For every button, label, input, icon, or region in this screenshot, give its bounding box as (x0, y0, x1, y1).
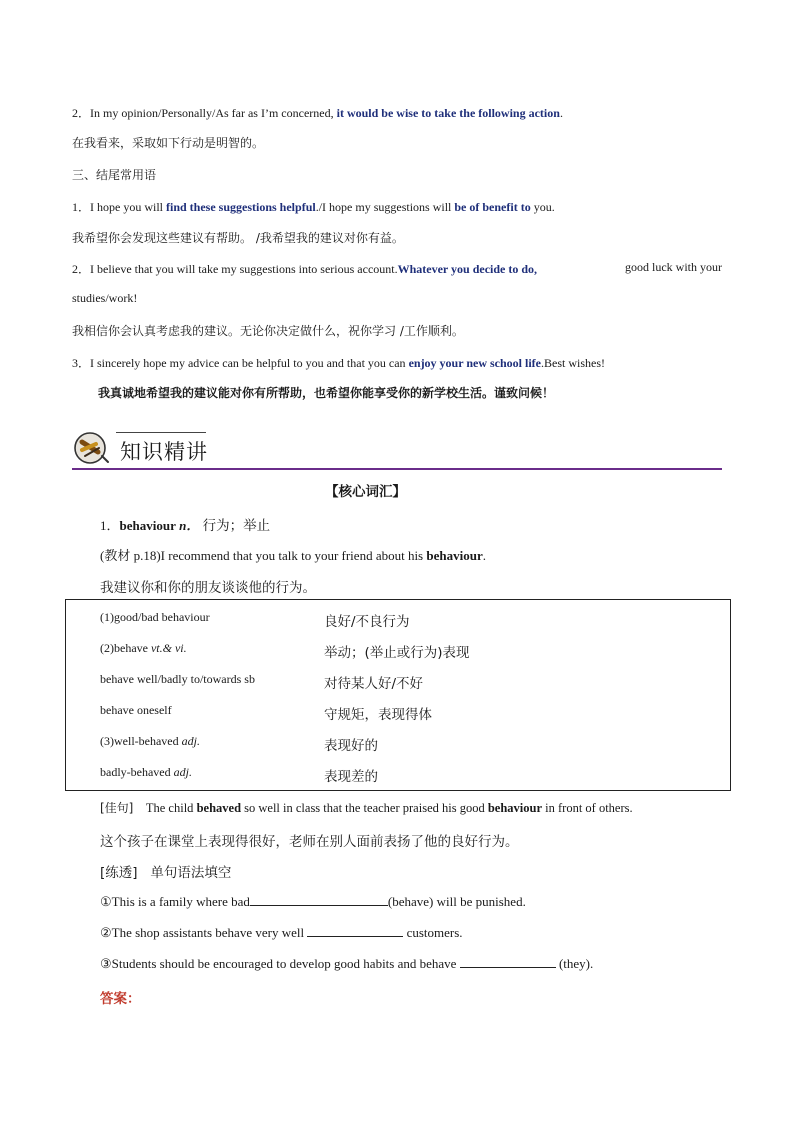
word-headword: behaviour (119, 518, 176, 533)
row-cn: 对待某人好/不好 (324, 676, 424, 692)
word-entry (100, 514, 270, 534)
ending-item-1 (72, 198, 555, 215)
practice-q2 (100, 924, 463, 941)
q1-text: ①This is a family where bad (100, 894, 250, 909)
item-2-highlight: it would be wise to take the following action (336, 106, 560, 120)
table-row (100, 703, 720, 723)
row-en (100, 765, 192, 780)
ending-item-3 (72, 354, 605, 371)
ending-item-2 (72, 260, 722, 277)
source-text: (教材 p.18)I recommend that you talk to your friend about his (100, 548, 427, 563)
row-cn: 表现差的 (324, 769, 378, 785)
ending-2-suffix: good luck with your (625, 260, 722, 274)
q1-suffix: (behave) will be punished. (387, 894, 526, 909)
answer-label: 答案： (100, 991, 141, 1007)
practice-q3 (100, 955, 593, 972)
row-cn: 举动；(举止或行为)表现 (324, 645, 470, 661)
row-cn: 表现好的 (324, 738, 378, 754)
word-number: 1． (100, 518, 120, 533)
ending-heading: 三、结尾常用语 (72, 168, 157, 182)
q2-text: ②The shop assistants behave very well (100, 925, 305, 940)
source-translation: 我建议你和你的朋友谈谈他的行为。 (100, 580, 316, 596)
row-cn: 守规矩，表现得体 (324, 707, 432, 723)
row-en-text: (3)well-behaved (100, 734, 182, 748)
row-en-italic: adj. (173, 765, 192, 779)
ending-3-translation: 我真诚地希望我的建议能对你有所帮助，也希望你能享受你的新学校生活。谨致问候！ (98, 386, 555, 400)
row-en: behave well/badly to/towards sb (100, 672, 255, 686)
word-meaning: 行为；举止 (202, 518, 271, 534)
practice-q1 (100, 893, 526, 910)
ending-3-text: 3．I sincerely hope my advice can be helpful to you and that you can (72, 356, 406, 370)
table-row (100, 672, 720, 692)
ending-1-text: 1．I hope you will (72, 200, 163, 214)
source-suffix: . (482, 548, 486, 563)
q2-suffix: customers. (406, 925, 463, 940)
core-heading: 【核心词汇】 (325, 484, 406, 500)
table-row (100, 610, 720, 630)
book-head-icon (72, 430, 112, 466)
ending-2-line2: studies/work! (72, 291, 138, 305)
section-title: 知识精讲 (120, 440, 208, 464)
example-translation: 这个孩子在课堂上表现得很好，老师在别人面前表扬了他的良好行为。 (100, 834, 519, 850)
row-cn: 良好/不良行为 (324, 614, 410, 630)
ending-2-translation: 我相信你会认真考虑我的建议。无论你决定做什么，祝你学习 /工作顺利。 (72, 324, 464, 338)
intro-item-2 (72, 104, 563, 121)
example-bold-1: behaved (196, 801, 242, 815)
source-bold-word: behaviour (426, 548, 483, 563)
table-row (100, 734, 720, 754)
ending-1-translation: 我希望你会发现这些建议有帮助。 /我希望我的建议对你有益。 (72, 231, 404, 245)
item-2-text: 2．In my opinion/Personally/As far as I’m concerned, (72, 106, 334, 120)
practice-tag: [练透] (100, 865, 138, 881)
word-pos: n． (179, 518, 200, 533)
row-en-text: badly-behaved (100, 765, 174, 779)
q3-text: ③Students should be encouraged to develop good habits and behave (100, 956, 457, 971)
ending-1-suffix: you. (533, 200, 555, 214)
section-rule (72, 468, 722, 470)
q3-blank[interactable] (460, 955, 556, 968)
example-bold-2: behaviour (487, 801, 543, 815)
item-2-translation: 在我看来，采取如下行动是明智的。 (72, 136, 265, 150)
example-tag: [佳句] (100, 801, 134, 815)
q1-blank[interactable] (250, 893, 388, 906)
source-sentence (100, 545, 486, 564)
q2-blank[interactable] (307, 924, 403, 937)
table-row (100, 765, 720, 785)
ending-2-highlight: Whatever you decide to do, (397, 262, 538, 276)
row-en (100, 641, 187, 656)
row-en: (1)good/bad behaviour (100, 610, 210, 624)
example-text-1: The child (145, 801, 197, 815)
row-en-italic: vt.& vi. (150, 641, 187, 655)
example-text-2: so well in class that the teacher praised his good (241, 801, 488, 815)
table-row (100, 641, 720, 661)
ending-1-highlight-1: find these suggestions helpful (166, 200, 316, 214)
example-text-3: in front of others. (542, 801, 633, 815)
section-header (72, 428, 722, 470)
example-sentence (100, 799, 633, 816)
ending-3-highlight: enjoy your new school life (408, 356, 542, 370)
row-en-text: (2)behave (100, 641, 151, 655)
row-en-italic: adj. (181, 734, 200, 748)
ending-1-mid: ./I hope my suggestions will (315, 200, 452, 214)
practice-title: 单句语法填空 (150, 865, 232, 881)
row-en (100, 734, 200, 749)
ending-3-suffix: .Best wishes! (541, 356, 606, 370)
vocab-table-box (65, 599, 731, 791)
q3-suffix: (they). (558, 956, 594, 971)
ending-2-text: 2．I believe that you will take my suggestions into serious account. (72, 262, 398, 276)
practice-heading (100, 861, 231, 881)
row-en: behave oneself (100, 703, 172, 717)
ending-1-highlight-2: be of benefit to (454, 200, 531, 214)
item-2-suffix: . (559, 106, 563, 120)
header-top-line (116, 432, 206, 433)
